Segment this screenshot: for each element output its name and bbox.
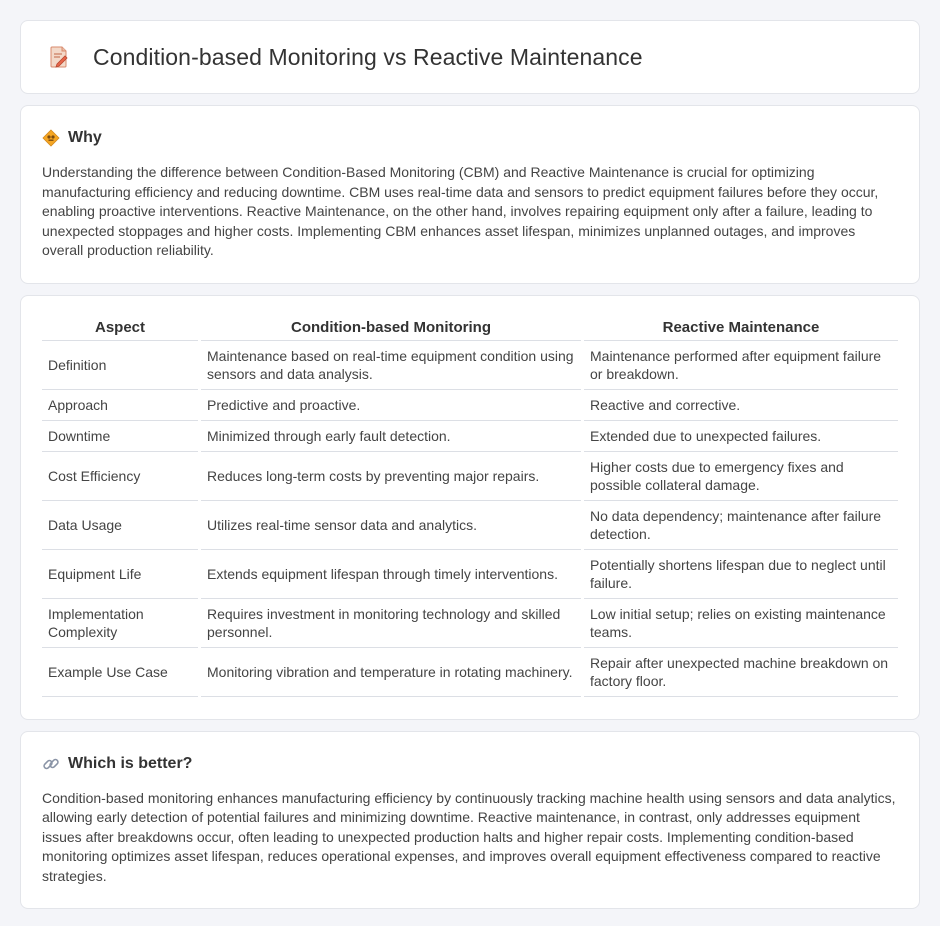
comparison-table-card xyxy=(20,295,920,720)
comparison-table xyxy=(39,316,901,697)
reactive-cell: Potentially shortens lifespan due to neglect until failure. xyxy=(584,550,898,599)
aspect-cell: Implementation Complexity xyxy=(42,599,198,648)
cbm-cell: Utilizes real-time sensor data and analytics. xyxy=(201,501,581,550)
aspect-cell: Equipment Life xyxy=(42,550,198,599)
header-reactive: Reactive Maintenance xyxy=(584,316,898,341)
cbm-cell: Requires investment in monitoring technology and skilled personnel. xyxy=(201,599,581,648)
why-text: Understanding the difference between Condition-Based Monitoring (CBM) and Reactive Maintenance is crucial for optimizing manufacturing efficiency and reducing downtime. CBM uses real-time data and sensors to predict equipment failures before they occur, enabling proactive interventions. Reactive Maintenance, on the other hand, involves repairing equipment only after a failure, leading to unexpected stoppages and higher costs. Implementing CBM enhances asset lifespan, minimizes unplanned outages, and improves overall production reliability. xyxy=(42,164,879,258)
cbm-cell: Maintenance based on real-time equipment condition using sensors and data analysis. xyxy=(201,341,581,390)
table-row xyxy=(42,501,898,550)
cbm-cell: Predictive and proactive. xyxy=(201,390,581,421)
why-heading xyxy=(42,126,898,150)
aspect-cell: Approach xyxy=(42,390,198,421)
reactive-cell: Higher costs due to emergency fixes and possible collateral damage. xyxy=(584,452,898,501)
table-row xyxy=(42,452,898,501)
header-card xyxy=(20,20,920,94)
cbm-cell: Extends equipment lifespan through timely interventions. xyxy=(201,550,581,599)
cbm-cell: Minimized through early fault detection. xyxy=(201,421,581,452)
which-better-section xyxy=(20,731,920,910)
reactive-cell: Extended due to unexpected failures. xyxy=(584,421,898,452)
reactive-cell: Repair after unexpected machine breakdown on factory floor. xyxy=(584,648,898,697)
aspect-cell: Cost Efficiency xyxy=(42,452,198,501)
reactive-cell: Reactive and corrective. xyxy=(584,390,898,421)
header-aspect: Aspect xyxy=(42,316,198,341)
table-header-row xyxy=(42,316,898,341)
diamond-sign-icon xyxy=(42,129,60,147)
which-better-title: Which is better? xyxy=(68,754,193,772)
page-title: Condition-based Monitoring vs Reactive Maintenance xyxy=(93,43,643,70)
table-row xyxy=(42,550,898,599)
cbm-cell: Reduces long-term costs by preventing major repairs. xyxy=(201,452,581,501)
aspect-cell: Definition xyxy=(42,341,198,390)
aspect-cell: Data Usage xyxy=(42,501,198,550)
link-icon xyxy=(42,755,60,773)
table-row xyxy=(42,599,898,648)
reactive-cell: Low initial setup; relies on existing maintenance teams. xyxy=(584,599,898,648)
table-row xyxy=(42,421,898,452)
document-pencil-icon xyxy=(47,45,71,69)
table-row xyxy=(42,390,898,421)
which-better-text: Condition-based monitoring enhances manufacturing efficiency by continuously tracking machine health using sensors and data analytics, allowing early detection of potential failures and minimizing downtime. Reactive maintenance, in contrast, only addresses equipment issues after breakdowns occur, often leading to unexpected production halts and higher repair costs. Implementing condition-based monitoring optimizes asset lifespan, reduces operational expenses, and improves overall equipment effectiveness compared to reactive strategies. xyxy=(42,789,896,884)
table-row xyxy=(42,341,898,390)
why-title: Why xyxy=(68,129,102,146)
aspect-cell: Downtime xyxy=(42,421,198,452)
header-cbm: Condition-based Monitoring xyxy=(201,316,581,341)
reactive-cell: Maintenance performed after equipment failure or breakdown. xyxy=(584,341,898,390)
cbm-cell: Monitoring vibration and temperature in rotating machinery. xyxy=(201,648,581,697)
table-row xyxy=(42,648,898,697)
reactive-cell: No data dependency; maintenance after failure detection. xyxy=(584,501,898,550)
which-better-heading xyxy=(42,752,898,776)
why-section xyxy=(20,105,920,284)
aspect-cell: Example Use Case xyxy=(42,648,198,697)
